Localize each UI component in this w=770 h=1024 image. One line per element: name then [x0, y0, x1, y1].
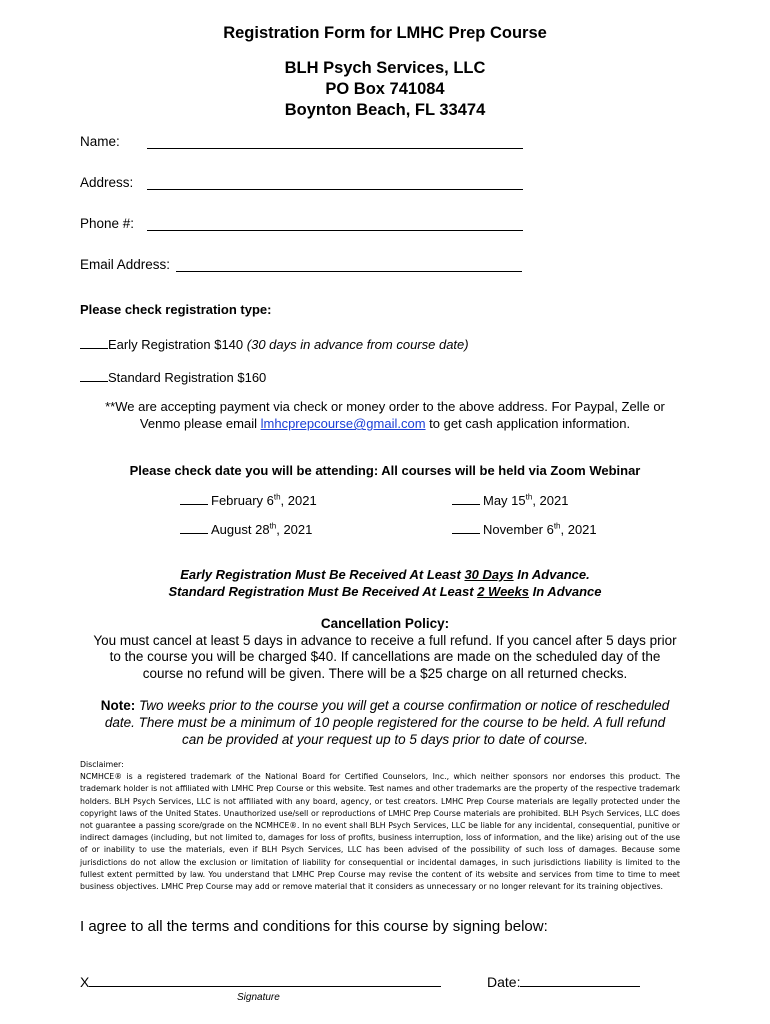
company-address	[0, 58, 770, 121]
cancellation-heading: Cancellation Policy:	[320, 616, 450, 631]
date-label: Date:	[487, 974, 521, 990]
phone-label: Phone #:	[80, 216, 135, 231]
form-title: Registration Form for LMHC Prep Course	[223, 24, 547, 42]
date-option-may[interactable]	[452, 492, 568, 508]
date-text: August 28	[211, 522, 270, 537]
date-blank[interactable]	[452, 492, 480, 505]
deadlines	[0, 567, 770, 600]
early-deadline-pre: Early Registration Must Be Received At Least	[180, 567, 461, 582]
date-field[interactable]	[487, 974, 640, 990]
date-year: , 2021	[276, 522, 313, 537]
date-year: , 2021	[280, 493, 317, 508]
cancellation-line2: to the course you will be charged $40. If cancellations are made on the scheduled day of the	[109, 649, 661, 665]
cancellation-line1: You must cancel at least 5 days in advance to receive a full refund. If you cancel after 5 days prior	[93, 632, 677, 648]
date-option-aug[interactable]	[180, 521, 312, 537]
note-label: Note:	[100, 698, 136, 713]
signature-caption: Signature	[237, 992, 280, 1003]
early-deadline	[0, 567, 770, 584]
date-text: November 6	[483, 522, 554, 537]
early-registration-option[interactable]	[80, 336, 469, 352]
po-box: PO Box 741084	[325, 80, 445, 98]
early-deadline-days: 30 Days	[464, 567, 514, 582]
disclaimer-heading: Disclaimer:	[80, 760, 124, 769]
date-line[interactable]	[520, 974, 640, 987]
payment-line2	[0, 415, 770, 432]
phone-field[interactable]	[80, 216, 134, 231]
date-suffix: th	[273, 492, 281, 502]
note-line3: can be provided at your request up to 5 days prior to date of course.	[182, 732, 588, 747]
address-field[interactable]	[80, 175, 133, 190]
company-name: BLH Psych Services, LLC	[284, 59, 486, 77]
address-line[interactable]	[147, 175, 523, 190]
standard-checkbox-blank[interactable]	[80, 369, 108, 382]
note-line1	[0, 697, 770, 714]
date-text: May 15	[483, 493, 526, 508]
date-year: , 2021	[532, 493, 569, 508]
early-note: (30 days in advance from course date)	[246, 337, 469, 352]
dates-heading: Please check date you will be attending: All courses will be held via Zoom Webinar	[129, 463, 641, 478]
payment-info	[0, 398, 770, 432]
date-suffix: th	[553, 521, 561, 531]
early-checkbox-blank[interactable]	[80, 336, 108, 349]
note-block	[0, 697, 770, 748]
agreement-text: I agree to all the terms and conditions for this course by signing below:	[80, 918, 548, 935]
name-field[interactable]	[80, 134, 120, 149]
signature-x: X	[80, 974, 90, 990]
date-suffix: th	[269, 521, 277, 531]
cancellation-policy	[0, 616, 770, 682]
early-label: Early Registration $140	[108, 337, 244, 352]
disclaimer-text: NCMHCE® is a registered trademark of the National Board for Certified Counselors, Inc., which neither sponsors nor endorses this product. The trademark holder is not affiliated with LMHC Prep Course or this website. Test names and other trademarks are the property of the respective trademark holders. BLH Psych Services, LLC is not affiliated with any board, agency, or test creators. LMHC Prep Course materials are legally protected under the copyright laws of the United States. Unauthorized use/sell or reproductions of LMHC Prep Course materials are prohibited. BLH Psych Services, LLC does not guarantee a passing score/grade on the NCMHCE®. In no event shall BLH Psych Services, LLC be liable for any incidental, consequential, punitive or indirect damages (including, but not limited to, damages for loss of profits, business interruption, loss of information, and the like) arising out of the use of or inability to use the materials, even if BLH Psych Services, LLC has been advised of the possibility of such loss of damages. Because some jurisdictions do not allow the exclusion or limitation of liability for consequential or incidental damages, in such jurisdictions liability is limited to the fullest extent permitted by law. You understand that LMHC Prep Course may revise the content of its website and services from time to time to meet business objectives. LMHC Prep Course may add or remove material that it considers as unnecessary or no longer relevant for its training objectives.	[80, 772, 680, 892]
city-state-zip: Boynton Beach, FL 33474	[284, 101, 486, 119]
date-blank[interactable]	[180, 492, 208, 505]
email-field[interactable]	[80, 257, 170, 272]
date-option-nov[interactable]	[452, 521, 597, 537]
disclaimer	[80, 759, 680, 893]
registration-heading: Please check registration type:	[80, 302, 272, 317]
payment-line2-pre: Venmo please email	[139, 416, 257, 431]
standard-label: Standard Registration $160	[108, 370, 267, 385]
date-text: February 6	[211, 493, 274, 508]
signature-line[interactable]	[89, 974, 441, 987]
address-label: Address:	[80, 175, 134, 190]
standard-registration-option[interactable]	[80, 369, 266, 385]
date-year: , 2021	[560, 522, 597, 537]
payment-line1: **We are accepting payment via check or money order to the above address. For Paypal, Zelle or	[105, 399, 665, 414]
payment-line2-post: to get cash application information.	[429, 416, 631, 431]
email-line[interactable]	[176, 257, 522, 272]
contact-email-link[interactable]: lmhcprepcourse@gmail.com	[260, 416, 426, 431]
standard-deadline	[0, 584, 770, 601]
name-line[interactable]	[147, 134, 523, 149]
date-blank[interactable]	[180, 521, 208, 534]
note-text1: Two weeks prior to the course you will get a course confirmation or notice of rescheduled	[139, 698, 670, 713]
name-label: Name:	[80, 134, 120, 149]
signature-field[interactable]	[80, 974, 441, 990]
note-line2: date. There must be a minimum of 10 people registered for the course to be held. A full refund	[104, 715, 666, 730]
standard-deadline-post: In Advance	[532, 583, 602, 599]
email-label: Email Address:	[80, 257, 171, 272]
date-suffix: th	[525, 492, 533, 502]
standard-deadline-weeks: 2 Weeks	[477, 583, 529, 599]
phone-line[interactable]	[147, 216, 523, 231]
date-option-feb[interactable]	[180, 492, 317, 508]
cancellation-line3: course no refund will be given. There will be a $25 charge on all returned checks.	[142, 665, 628, 681]
date-blank[interactable]	[452, 521, 480, 534]
early-deadline-post: In Advance.	[517, 567, 590, 582]
standard-deadline-pre: Standard Registration Must Be Received At Least	[168, 583, 474, 599]
